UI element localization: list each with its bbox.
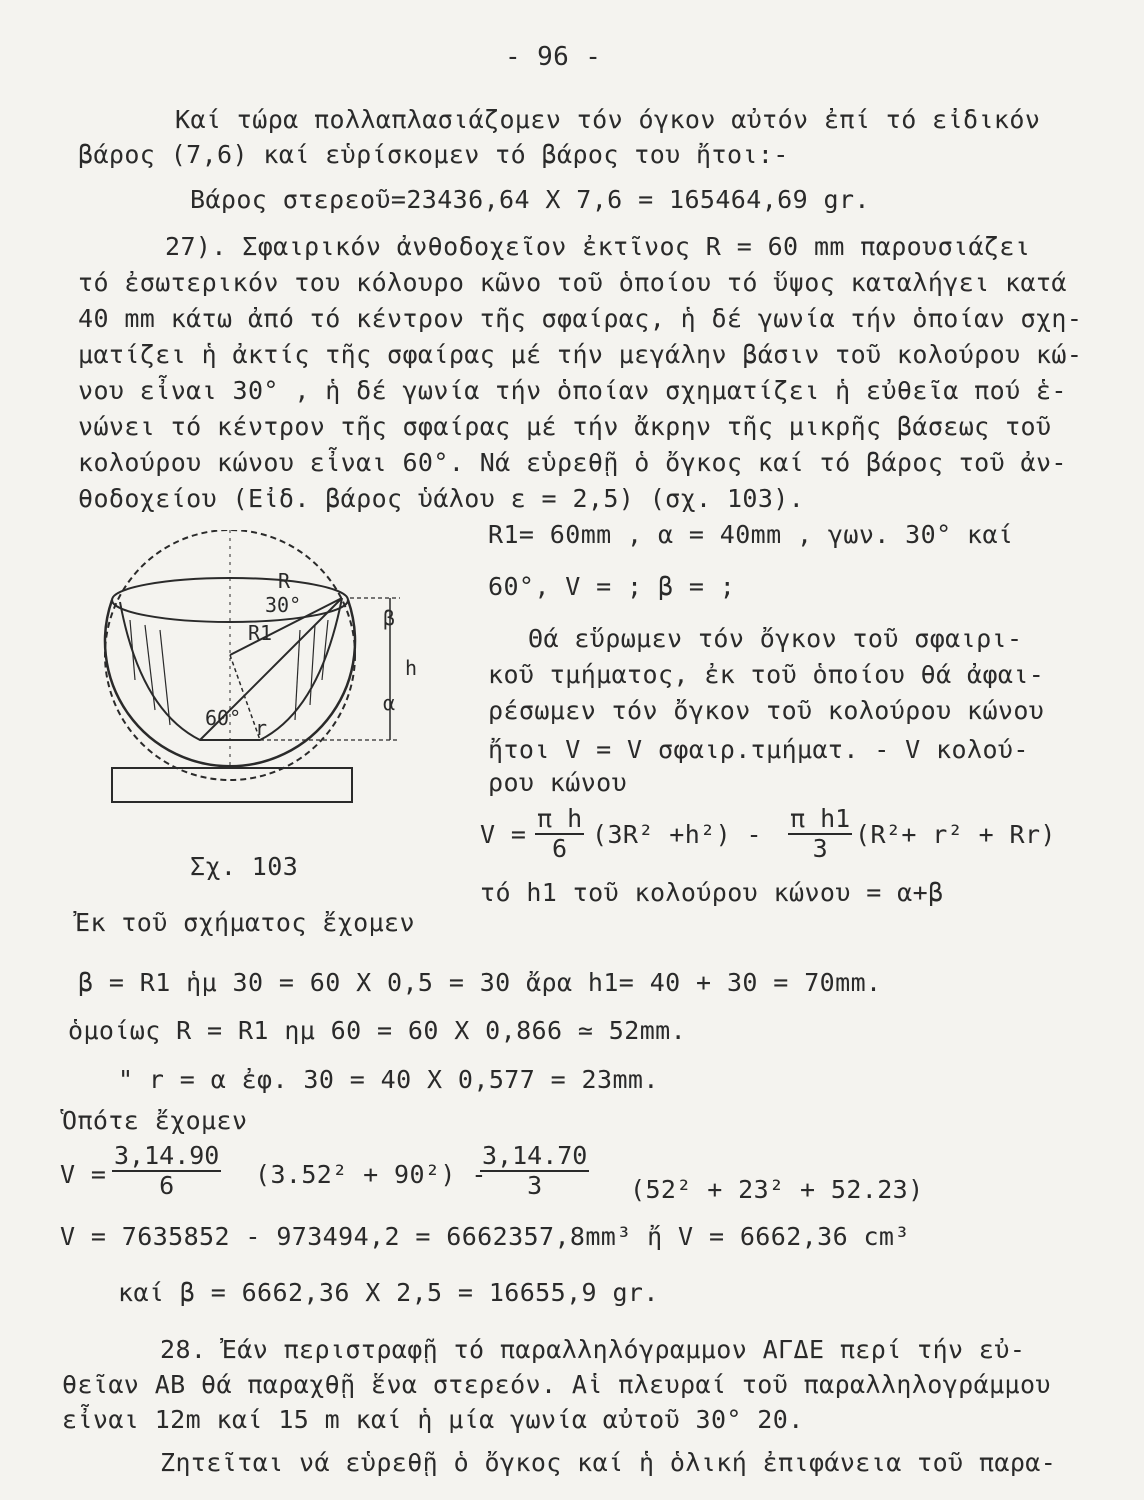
v-fraction-2 — [480, 1142, 589, 1200]
formula-frac1-num: π h — [537, 804, 583, 833]
sphere-vase-diagram — [100, 530, 460, 830]
problem28-line-3: εἶναι 12m καί 15 m καί ἡ μία γωνία αὐτοῦ 30° 20. — [62, 1405, 804, 1434]
formula-frac2-num: π h1 — [790, 804, 851, 833]
problem27-line-2: τό ἐσωτερικόν του κόλουρο κῶνο τοῦ ὁποίου τό ὕψος καταλήγει κατά — [78, 268, 1067, 297]
formula-fraction-2 — [788, 805, 852, 863]
v-frac1-den: 6 — [159, 1171, 175, 1200]
formula-fraction-1 — [535, 805, 584, 863]
text-line-5: ρου κώνου — [488, 768, 628, 797]
fig-label-R: R — [278, 569, 291, 593]
text-line-1: Θά εὕρωμεν τόν ὄγκον τοῦ σφαιρι- — [528, 624, 1023, 653]
fig-label-r: r — [255, 716, 268, 740]
v-frac2-den: 3 — [527, 1171, 543, 1200]
calc-line-3: " r = α ἐφ. 30 = 40 Χ 0,577 = 23mm. — [118, 1065, 659, 1094]
fig-label-alpha: α — [383, 691, 396, 715]
fig-label-30: 30° — [265, 593, 302, 617]
fig-label-R1: R1 — [248, 621, 273, 645]
formula-end: (R²+ r² + Rr) — [855, 820, 1056, 849]
text-line-3: ρέσωμεν τόν ὄγκον τοῦ κολούρου κώνου — [488, 696, 1045, 725]
then-line: Ὁπότε ἔχομεν — [62, 1106, 248, 1135]
from-figure-line: Ἐκ τοῦ σχήματος ἔχομεν — [75, 908, 415, 937]
given-line-2: 60°, V = ; β = ; — [488, 572, 736, 601]
intro-line-3: Βάρος στερεοῦ=23436,64 Χ 7,6 = 165464,69 gr. — [190, 185, 870, 214]
problem27-line-3: 40 mm κάτω ἀπό τό κέντρον τῆς σφαίρας, ἡ δέ γωνία τήν ὁποίαν σχη- — [78, 304, 1083, 333]
figure-103 — [100, 530, 460, 830]
intro-line-1: Καί τώρα πολλαπλασιάζομεν τόν όγκον αὐτόν ἐπί τό εἰδικόν — [175, 105, 1041, 134]
problem28-line-2: θεῖαν ΑΒ θά παραχθῇ ἕνα στερεόν. Αἱ πλευραί τοῦ παραλληλογράμμου — [62, 1370, 1051, 1399]
formula-frac2-den: 3 — [812, 834, 828, 863]
v-numeric-end: (52² + 23² + 52.23) — [630, 1175, 924, 1204]
v-frac2-num: 3,14.70 — [482, 1141, 588, 1170]
intro-line-2: βάρος (7,6) καί εὑρίσκομεν τό βάρος του ἤτοι:- — [78, 140, 789, 169]
text-line-4: ἤτοι V = V σφαιρ.τμήματ. - V κολού- — [488, 735, 1029, 764]
problem28-line-4: Ζητεῖται νά εὑρεθῇ ὁ ὄγκος καί ἡ ὁλική ἐπιφάνεια τοῦ παρα- — [160, 1448, 1057, 1477]
fig-label-60: 60° — [205, 706, 242, 730]
problem27-line-6: νώνει τό κέντρον τῆς σφαίρας μέ τήν ἄκρην τῆς μικρῆς βάσεως τοῦ — [78, 412, 1052, 441]
fig-label-beta: β — [383, 606, 396, 630]
figure-caption: Σχ. 103 — [190, 852, 299, 881]
problem27-line-1: 27). Σφαιρικόν ἀνθοδοχεῖον ἐκτῖνος R = 60 mm παρουσιάζει — [165, 232, 1031, 261]
fig-label-h: h — [405, 656, 418, 680]
problem27-line-8: θοδοχείου (Εἰδ. βάρος ὑάλου ε = 2,5) (σχ. 103). — [78, 484, 805, 513]
h1-line: τό h1 τοῦ κολούρου κώνου = α+β — [480, 878, 944, 907]
formula-frac1-den: 6 — [552, 834, 568, 863]
v-frac1-num: 3,14.90 — [114, 1141, 220, 1170]
problem27-line-7: κολούρου κώνου εἶναι 60°. Νά εὑρεθῇ ὁ ὄγκος καί τό βάρος τοῦ ἀν- — [78, 448, 1067, 477]
text-line-2: κοῦ τμήματος, ἐκ τοῦ ὁποίου θά ἀφαι- — [488, 660, 1045, 689]
v-fraction-1 — [112, 1142, 221, 1200]
given-line-1: R1= 60mm , α = 40mm , γων. 30° καί — [488, 520, 1014, 549]
formula-mid: (3R² +h²) - — [592, 820, 762, 849]
v-result-line: V = 7635852 - 973494,2 = 6662357,8mm³ ἤ V = 6662,36 cm³ — [60, 1222, 910, 1251]
vase-stand — [112, 768, 352, 802]
problem27-line-4: ματίζει ἡ ἀκτίς τῆς σφαίρας μέ τήν μεγάλην βάσιν τοῦ κολούρου κώ- — [78, 340, 1083, 369]
problem27-line-5: νου εἶναι 30° , ἡ δέ γωνία τήν ὁποίαν σχηματίζει ἡ εὐθεῖα πού ἑ- — [78, 376, 1067, 405]
v-numeric-mid: (3.52² + 90²) - — [255, 1160, 487, 1189]
formula-v-lhs: V = — [480, 820, 527, 849]
large-base-ellipse — [112, 578, 348, 622]
weight-line: καί β = 6662,36 Χ 2,5 = 16655,9 gr. — [118, 1278, 659, 1307]
problem28-line-1: 28. Ἐάν περιστραφῇ τό παραλληλόγραμμον ΑΓΔΕ περί τήν εὐ- — [160, 1335, 1026, 1364]
v-numeric-lhs: V = — [60, 1160, 107, 1189]
page-number: - 96 - — [505, 42, 602, 72]
calc-line-1: β = R1 ἡμ 30 = 60 Χ 0,5 = 30 ἄρα h1= 40 + 30 = 70mm. — [78, 968, 882, 997]
calc-line-2: ὁμοίως R = R1 ημ 60 = 60 Χ 0,866 ≃ 52mm. — [68, 1016, 687, 1045]
